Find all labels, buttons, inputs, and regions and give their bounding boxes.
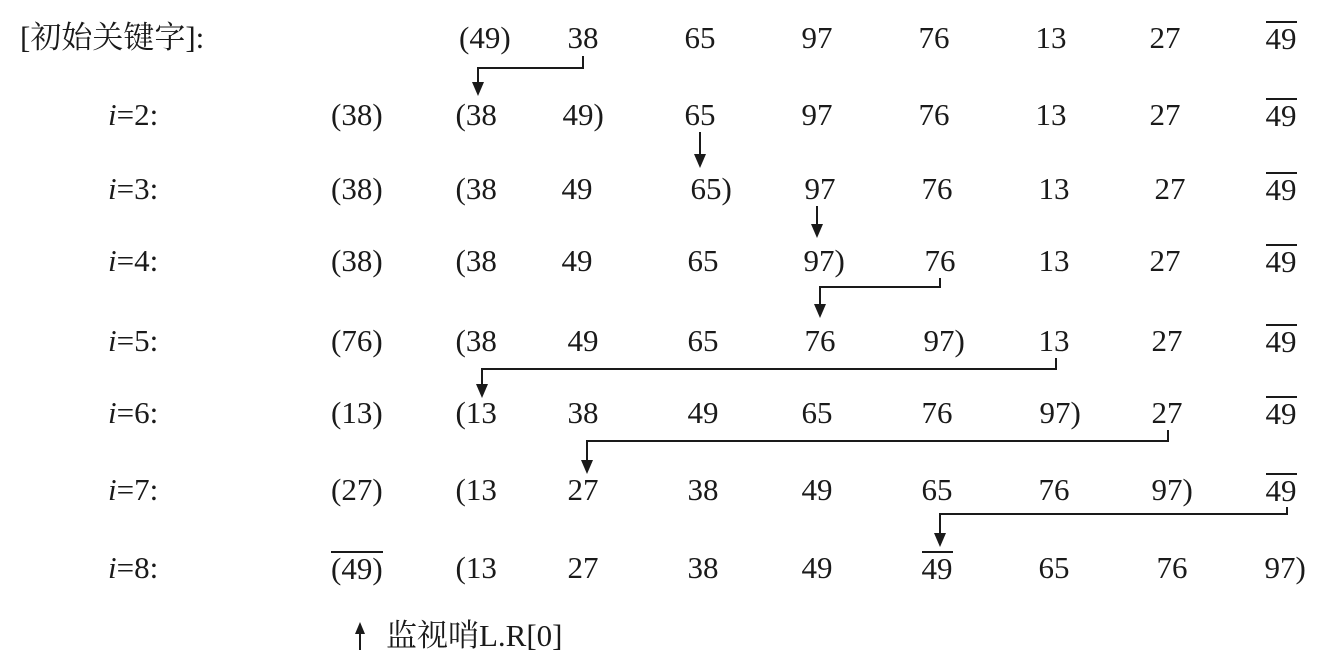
insertion-arrow-2 [482,358,1056,386]
pass-6-key-0 [456,396,497,430]
pass-3-key-4 [922,172,953,206]
pass-4-key-5 [1039,244,1070,278]
pass-index-var: i [108,171,117,206]
pass-4-key-1-text: 49 [561,243,593,278]
pass-6-key-5 [1040,396,1081,430]
pass-7-key-6-text: 97) [1151,472,1193,507]
initial-key-4-text: 76 [918,20,950,55]
sentinel-value-3 [331,172,383,206]
sentinel-value-6-text: (13) [331,395,383,430]
pass-4-key-6-text: 27 [1149,243,1181,278]
pass-2-key-2 [685,98,716,132]
sentinel-value-6 [331,396,383,430]
pass-5-key-2-text: 65 [687,323,719,358]
sentinel-value-5 [331,324,383,358]
pass-5-key-6-text: 27 [1151,323,1183,358]
pass-7-key-4-text: 65 [921,472,953,507]
insertion-arrow-head-4 [934,533,946,547]
pass-5-key-5 [1039,324,1070,358]
pass-index-value: =3: [116,171,159,206]
initial-key-2 [685,21,716,55]
pass-2-key-4-text: 76 [918,97,950,132]
pass-8-key-0 [456,551,497,585]
pass-4-key-5-text: 13 [1038,243,1070,278]
pass-7-key-5 [1039,473,1070,507]
pass-8-key-5-text: 65 [1038,550,1070,585]
pass-4-key-7 [1266,244,1297,279]
pass-2-key-0 [456,98,497,132]
pass-2-key-4 [919,98,950,132]
pass-8-key-4-text: 49 [921,550,953,586]
pass-3-key-5 [1039,172,1070,206]
initial-key-5-text: 13 [1035,20,1067,55]
pass-index-value: =5: [116,323,159,358]
pass-5-key-0 [456,324,497,358]
pass-8-key-7-text: 97) [1264,550,1306,585]
pass-7-key-0 [456,473,497,507]
pass-2-key-5 [1036,98,1067,132]
pass-3-key-2-text: 65) [690,171,732,206]
insertion-arrow-head-0 [472,82,484,96]
pass-6-key-3-text: 65 [801,395,833,430]
pass-2-key-3 [802,98,833,132]
initial-key-7 [1266,21,1297,56]
insertion-arrow-0 [478,56,583,84]
pass-4-key-0-text: (38 [455,243,497,278]
pass-8-key-3 [802,551,833,585]
sentinel-value-2 [331,98,383,132]
initial-key-3-text: 97 [801,20,833,55]
pass-label-4 [108,244,158,278]
pass-8-key-4 [922,551,953,586]
straight-arrow-head-1 [811,224,823,238]
pass-index-var: i [108,395,117,430]
pass-3-key-3 [805,172,836,206]
pass-3-key-6-text: 27 [1154,171,1186,206]
pass-3-key-6 [1155,172,1186,206]
pass-8-key-6 [1157,551,1188,585]
pass-3-key-2 [691,172,732,206]
pass-5-key-1 [568,324,599,358]
initial-key-1-text: 38 [567,20,599,55]
pass-3-key-1 [562,172,593,206]
pass-3-key-1-text: 49 [561,171,593,206]
pass-4-key-4-text: 76 [924,243,956,278]
insertion-arrow-3 [587,430,1168,462]
pass-6-key-0-text: (13 [455,395,497,430]
pass-2-key-2-text: 65 [684,97,716,132]
pass-2-key-7 [1266,98,1297,133]
pass-2-key-7-text: 49 [1265,97,1297,133]
initial-key-1 [568,21,599,55]
initial-key-3 [802,21,833,55]
pass-6-key-7 [1266,396,1297,431]
initial-key-7-text: 49 [1265,20,1297,56]
pass-6-key-2 [688,396,719,430]
pass-7-key-3-text: 49 [801,472,833,507]
sentinel-legend: 监视哨L.R[0] [386,618,563,653]
pass-2-key-6 [1150,98,1181,132]
pass-index-var: i [108,550,117,585]
initial-key-2-text: 65 [684,20,716,55]
pass-2-key-0-text: (38 [455,97,497,132]
pass-5-key-2 [688,324,719,358]
pass-5-key-5-text: 13 [1038,323,1070,358]
pass-5-key-4-text: 97) [923,323,965,358]
pass-5-key-7-text: 49 [1265,323,1297,359]
pass-7-key-1 [568,473,599,507]
pass-8-key-2 [688,551,719,585]
pass-index-value: =4: [116,243,159,278]
pass-index-value: =8: [116,550,159,585]
pass-6-key-6-text: 27 [1151,395,1183,430]
pass-index-value: =6: [116,395,159,430]
pass-index-var: i [108,97,117,132]
pass-3-key-5-text: 13 [1038,171,1070,206]
pass-8-key-3-text: 49 [801,550,833,585]
initial-key-4 [919,21,950,55]
initial-key-6-text: 27 [1149,20,1181,55]
pass-5-key-4 [924,324,965,358]
pass-6-key-1 [568,396,599,430]
sentinel-value-4-text: (38) [331,243,383,278]
pass-label-3 [108,172,158,206]
pass-2-key-5-text: 13 [1035,97,1067,132]
pass-7-key-4 [922,473,953,507]
pass-index-var: i [108,472,117,507]
pass-7-key-7 [1266,473,1297,508]
pass-4-key-0 [456,244,497,278]
pass-2-key-1 [563,98,604,132]
pass-5-key-3 [805,324,836,358]
sentinel-value-2-text: (38) [331,97,383,132]
pass-7-key-5-text: 76 [1038,472,1070,507]
pass-7-key-0-text: (13 [455,472,497,507]
pass-7-key-7-text: 49 [1265,472,1297,508]
pass-4-key-2-text: 65 [687,243,719,278]
pass-3-key-0 [456,172,497,206]
pass-3-key-0-text: (38 [455,171,497,206]
up-arrow-icon [355,622,365,634]
pass-2-key-1-text: 49) [562,97,604,132]
pass-4-key-7-text: 49 [1265,243,1297,279]
pass-4-key-1 [562,244,593,278]
initial-key-5 [1036,21,1067,55]
sentinel-value-5-text: (76) [331,323,383,358]
insertion-arrow-head-1 [814,304,826,318]
pass-6-key-1-text: 38 [567,395,599,430]
pass-6-key-3 [802,396,833,430]
pass-label-7 [108,473,158,507]
sentinel-value-8 [331,551,383,586]
pass-4-key-2 [688,244,719,278]
pass-7-key-1-text: 27 [567,472,599,507]
pass-8-key-0-text: (13 [455,550,497,585]
pass-index-var: i [108,323,117,358]
initial-key-0-text: (49) [459,20,511,55]
pass-6-key-6 [1152,396,1183,430]
pass-5-key-1-text: 49 [567,323,599,358]
initial-key-6 [1150,21,1181,55]
pass-7-key-3 [802,473,833,507]
pass-label-6 [108,396,158,430]
pass-7-key-2 [688,473,719,507]
pass-index-var: i [108,243,117,278]
pass-8-key-2-text: 38 [687,550,719,585]
sentinel-value-8-text: (49) [331,550,383,586]
pass-4-key-3 [804,244,845,278]
pass-4-key-3-text: 97) [803,243,845,278]
pass-7-key-6 [1152,473,1193,507]
pass-index-value: =7: [116,472,159,507]
pass-8-key-6-text: 76 [1156,550,1188,585]
sentinel-value-7 [331,473,383,507]
pass-5-key-6 [1152,324,1183,358]
pass-index-value: =2: [116,97,159,132]
pass-label-5 [108,324,158,358]
pass-3-key-4-text: 76 [921,171,953,206]
initial-key-0 [459,21,511,55]
sentinel-value-7-text: (27) [331,472,383,507]
pass-2-key-6-text: 27 [1149,97,1181,132]
pass-5-key-0-text: (38 [455,323,497,358]
pass-8-key-7 [1265,551,1306,585]
pass-6-key-4 [922,396,953,430]
pass-2-key-3-text: 97 [801,97,833,132]
pass-3-key-7-text: 49 [1265,171,1297,207]
pass-6-key-7-text: 49 [1265,395,1297,431]
pass-label-8 [108,551,158,585]
pass-7-key-2-text: 38 [687,472,719,507]
insertion-arrow-1 [820,278,940,306]
straight-arrow-head-0 [694,154,706,168]
pass-5-key-3-text: 76 [804,323,836,358]
pass-4-key-4 [925,244,956,278]
pass-3-key-7 [1266,172,1297,207]
pass-8-key-1-text: 27 [567,550,599,585]
pass-8-key-5 [1039,551,1070,585]
insertion-arrow-4 [940,507,1287,535]
sentinel-value-4 [331,244,383,278]
sentinel-value-3-text: (38) [331,171,383,206]
pass-6-key-2-text: 49 [687,395,719,430]
pass-8-key-1 [568,551,599,585]
pass-6-key-4-text: 76 [921,395,953,430]
pass-3-key-3-text: 97 [804,171,836,206]
pass-4-key-6 [1150,244,1181,278]
pass-6-key-5-text: 97) [1039,395,1081,430]
pass-label-2 [108,98,158,132]
pass-5-key-7 [1266,324,1297,359]
initial-keys-label: [初始关键字]: [20,20,205,55]
